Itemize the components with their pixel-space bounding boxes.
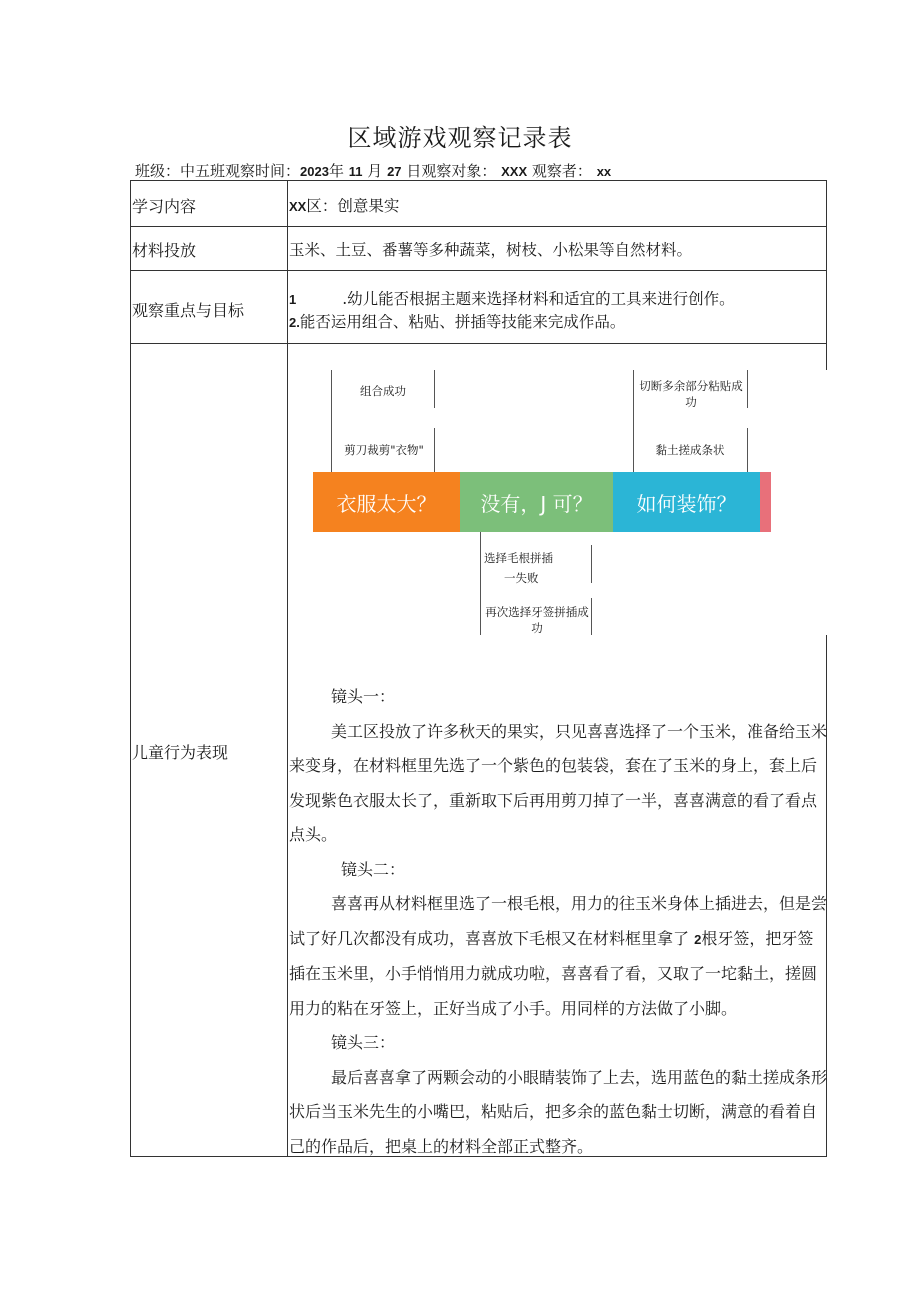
step-toothpick <box>482 604 592 636</box>
step-pipe-cleaner-line2: 一失败 <box>504 571 539 585</box>
column-divider <box>287 180 288 1157</box>
segment-clothes-too-big <box>313 472 460 532</box>
step-pipe-cleaner <box>484 550 588 590</box>
scene-2-text <box>289 887 829 1026</box>
content-label: 学习内容 <box>132 197 197 216</box>
month-value: 11 <box>348 164 363 179</box>
segment-label: 衣服太大？ <box>336 491 437 516</box>
month-unit: 月 <box>367 162 383 180</box>
step-combine-success: 组合成功 <box>360 384 406 398</box>
scene-1-text: 美工区投放了许多秋天的果实，只见喜喜选择了一个玉米，准备给玉米来变身，在材料框里先选了一个紫色的包装袋，套在了玉米的身上，套上后发现紫色衣服太长了，重新取下后再用剪刀掉了一半，喜喜满意的看了看点点头。 <box>289 721 828 844</box>
observer-label: 观察者： <box>531 162 592 180</box>
page-title: 区域游戏观察记录表 <box>347 124 573 152</box>
timeline-tick <box>331 370 332 472</box>
scene-3-title: 镜头三： <box>331 1033 396 1052</box>
materials-value: 玉米、土豆、番薯等多种蔬菜，树枝、小松果等自然材料。 <box>289 241 693 259</box>
subject-value: XXX <box>501 164 528 179</box>
table-border-left <box>130 180 131 1157</box>
scene-3-text: 最后喜喜拿了两颗会动的小眼睛装饰了上去，选用蓝色的黏土搓成条形状后当玉米先生的小嘴巴，粘贴后，把多余的蓝色黏士切断，满意的看着自己的作品后，把桌上的材料全部正式整齐。 <box>289 1067 828 1156</box>
scene-2-text-b: 根牙签，把牙签插在玉米里，小手悄悄用力就成功啦，喜喜看了看，又取了一坨黏土，搓圆用力的粘在牙签上，正好当成了小手。用同样的方法做了小脚。 <box>289 928 818 1018</box>
scene-1-title: 镜头一： <box>331 687 396 706</box>
goals-label: 观察重点与目标 <box>132 301 245 320</box>
segment-end-cap <box>760 472 771 532</box>
table-border-top <box>130 180 827 181</box>
behavior-label: 儿童行为表现 <box>132 743 229 762</box>
segment-no-way <box>460 472 613 532</box>
year-unit: 年 <box>328 162 344 180</box>
narrative <box>289 680 829 1164</box>
step-clay-strip: 黏土搓成条状 <box>655 443 725 457</box>
table-border-right <box>826 180 827 370</box>
timeline-tick <box>747 428 748 472</box>
step-toothpick-line2: 功 <box>531 621 543 635</box>
scene-2-title: 镜头二： <box>341 859 406 879</box>
day-value: 27 <box>387 164 402 179</box>
row-divider <box>130 270 827 271</box>
timeline-tick <box>591 545 592 583</box>
step-cut-excess <box>635 378 747 410</box>
goal-2 <box>289 310 625 332</box>
content-value <box>289 194 399 216</box>
day-unit: 日观察对象： <box>406 162 497 180</box>
class-time-label: 班级：中五班观察时间： <box>135 162 301 180</box>
goal-1-text: .幼儿能否根据主题来选择材料和适宜的工具来进行创作。 <box>342 290 735 308</box>
content-text: 区：创意果实 <box>306 197 400 215</box>
goal-2-number: 2. <box>289 315 300 330</box>
observer-value: xx <box>596 164 612 179</box>
segment-label: 如何装饰？ <box>636 491 737 516</box>
timeline-tick <box>434 370 435 408</box>
segment-label: 没有，J 可？ <box>480 491 593 516</box>
timeline-tick <box>633 370 634 472</box>
goal-1-number: 1 <box>289 292 297 307</box>
timeline-tick <box>480 532 481 635</box>
segment-how-decorate <box>613 472 760 532</box>
step-toothpick-line1: 再次选择牙签拼插成 <box>485 605 589 619</box>
step-cut-excess-line2: 功 <box>685 395 697 409</box>
step-cut-clothes: 剪刀裁剪"衣物" <box>344 443 424 457</box>
goal-1 <box>289 287 735 309</box>
row-divider <box>130 226 827 227</box>
step-pipe-cleaner-line1: 选择毛根拼插 <box>484 551 553 565</box>
step-cut-excess-line1: 切断多余部分粘贴成 <box>639 379 743 393</box>
timeline-tick <box>747 370 748 408</box>
scene-2-text-a: 喜喜再从材料框里选了一根毛根，用力的往玉米身体上插进去，但是尝试了好几次都没有成功，喜喜放下毛根又在材料框里拿了 <box>289 894 828 948</box>
scene-2-number: 2 <box>694 931 702 947</box>
content-code: XX <box>289 199 307 214</box>
materials-label: 材料投放 <box>132 241 197 260</box>
row-divider <box>130 343 827 344</box>
goal-2-text: 能否运用组合、粘贴、拼插等技能来完成作品。 <box>299 313 626 331</box>
header-info <box>135 160 611 181</box>
timeline-tick <box>434 428 435 472</box>
year-value: 2023 <box>300 164 329 179</box>
